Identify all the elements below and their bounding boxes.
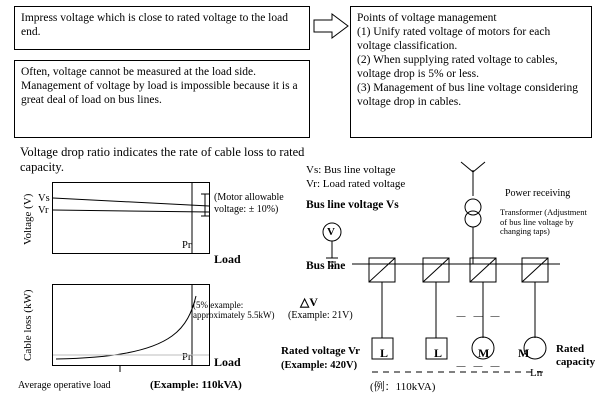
motor-allowable-note: (Motor allowable voltage: ± 10%) bbox=[214, 192, 284, 215]
load-label-bottom: Load bbox=[214, 355, 241, 369]
points-item-1: (1) Unify rated voltage of motors for each voltage classification. bbox=[357, 26, 551, 53]
voltmeter-label: V bbox=[327, 226, 335, 238]
box-points-of-voltage-management bbox=[350, 6, 592, 138]
example-110kva-note: (Example: 110kVA) bbox=[150, 379, 242, 391]
box-impress-voltage bbox=[14, 6, 310, 50]
points-item-3: (3) Management of bus line voltage considering voltage drop in cables. bbox=[357, 82, 578, 109]
points-item-2: (2) When supplying rated voltage to cables, voltage drop is 5% or less. bbox=[357, 54, 558, 81]
tick-pr-top: Pr bbox=[182, 240, 192, 251]
ln-label: Ln bbox=[530, 367, 543, 379]
load-symbol-m1: M bbox=[478, 346, 490, 360]
tick-vs: Vs bbox=[38, 193, 50, 204]
points-title: Points of voltage management bbox=[357, 12, 497, 24]
average-operative-load-note: Average operative load bbox=[18, 380, 111, 391]
transformer-note: Transformer (Adjustment of bus line voltage by changing taps) bbox=[500, 207, 587, 237]
box-impress-text: Impress voltage which is close to rated voltage to the load end. bbox=[21, 12, 288, 39]
tick-vr: Vr bbox=[38, 205, 49, 216]
bus-line-label: Bus line bbox=[306, 260, 346, 272]
arrow-right-icon bbox=[314, 14, 348, 38]
load-symbol-m2: M bbox=[518, 346, 530, 360]
dashes-row: － － － bbox=[455, 310, 503, 324]
delta-v-example: (Example: 21V) bbox=[288, 310, 353, 321]
charts-title: Voltage drop ratio indicates the rate of cable loss to rated capacity. bbox=[20, 145, 305, 174]
vs-legend: Vs: Bus line voltage bbox=[306, 164, 396, 176]
rated-capacity-label: Rated capacity bbox=[556, 343, 596, 368]
load-label-top: Load bbox=[214, 252, 241, 266]
voltage-axis-label: Voltage (V) bbox=[22, 193, 34, 245]
bus-line-vs-label: Bus line voltage Vs bbox=[306, 199, 399, 211]
load-symbol-l1: L bbox=[380, 346, 389, 360]
rated-voltage-vr-label: Rated voltage Vr bbox=[281, 345, 361, 357]
box-often-voltage bbox=[14, 60, 310, 138]
five-percent-example-note: (5% example: approximately 5.5kW) bbox=[193, 300, 275, 321]
example-jp-note: (例：110kVA) bbox=[370, 381, 436, 393]
power-receiving-label: Power receiving bbox=[505, 188, 571, 199]
delta-v-label: △V bbox=[300, 295, 318, 309]
rated-voltage-example: (Example: 420V) bbox=[281, 360, 358, 371]
dashes-row-2: － － － bbox=[455, 360, 503, 374]
load-symbol-l2: L bbox=[434, 346, 443, 360]
vr-legend: Vr: Load rated voltage bbox=[306, 178, 406, 190]
cable-loss-axis-label: Cable loss (kW) bbox=[22, 289, 34, 361]
tick-pr-bottom: Pr bbox=[182, 352, 192, 363]
box-often-text: Often, voltage cannot be measured at the load side. Management of voltage by load is impossible because it is a great deal of load on bus lines. bbox=[21, 66, 298, 107]
